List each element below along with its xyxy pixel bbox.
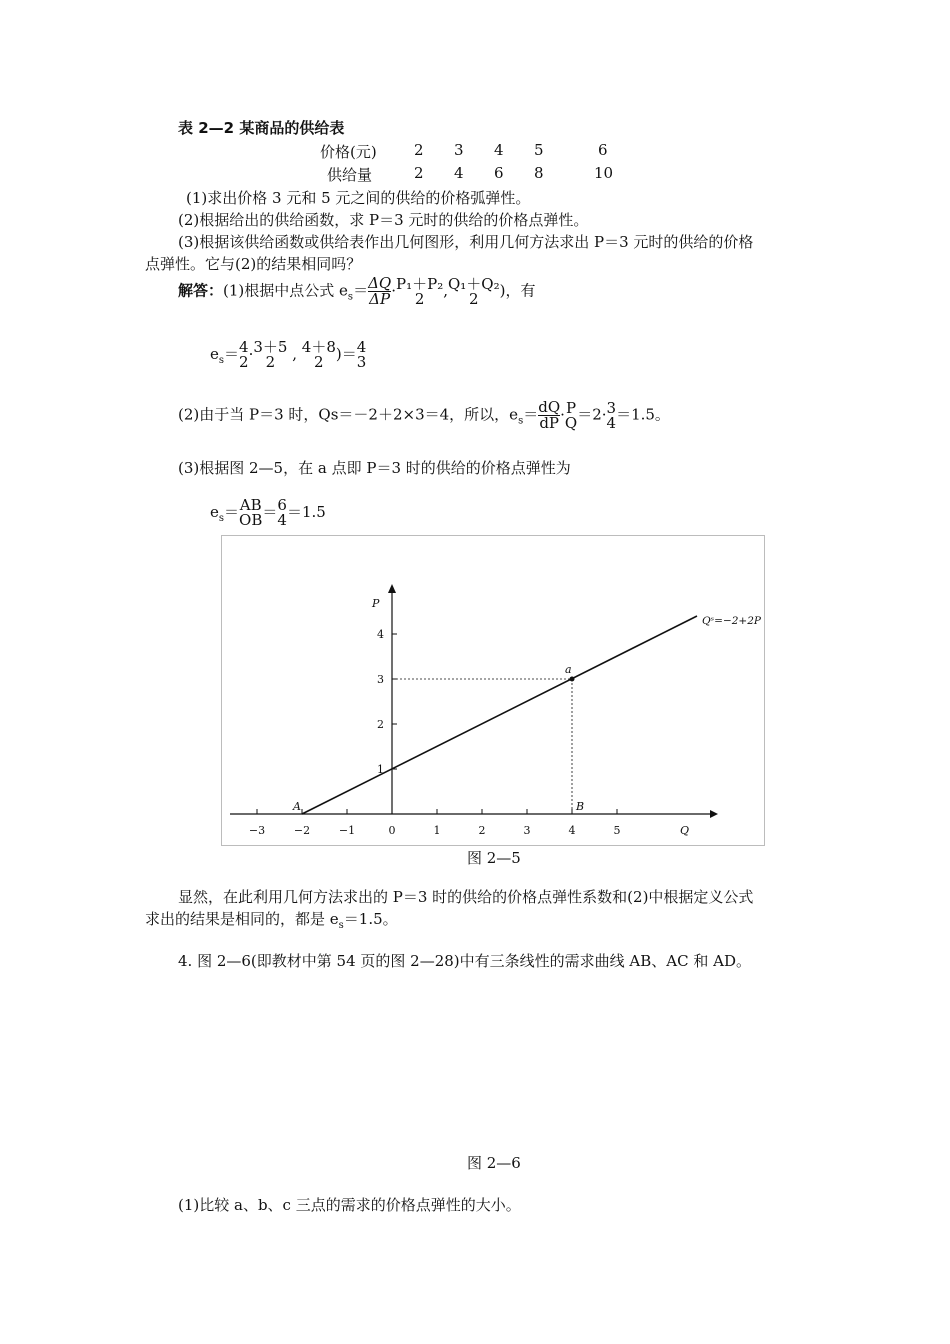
numerator: 4＋8 [301, 338, 336, 356]
x-tick-label: −2 [293, 824, 311, 837]
denominator: 2 [265, 353, 276, 371]
numerator: 4 [356, 338, 367, 356]
y-ticks [392, 634, 397, 769]
result: ＝1.5 [286, 503, 326, 521]
close-paren-equals: )＝ [335, 345, 357, 363]
formula-arc-elasticity: $e_s=$ 4 2 · 3＋5 2 , 4＋8 2 )＝ 4 3 [210, 338, 367, 371]
numerator: P₁＋P₂ [396, 274, 444, 293]
table-price-cell: 2 [414, 141, 424, 159]
numerator: ΔQ [368, 274, 392, 292]
answer-part2-text: (2)由于当 P＝3 时，Qs＝－2＋2×3＝4，所以， [178, 405, 510, 424]
curve-label: Qˢ=−2+2P [702, 615, 761, 627]
numerator: 6 [277, 496, 287, 514]
conclusion-end: ＝1.5。 [343, 910, 398, 928]
fraction-4-2 [239, 340, 249, 370]
fraction-4plus8 [302, 340, 336, 370]
conclusion-line1: 显然，在此利用几何方法求出的 P＝3 时的供给的价格点弹性系数和(2)中根据定义公式 [178, 888, 754, 906]
answer-label: 解答： [178, 281, 224, 300]
numerator: 3＋5 [253, 338, 288, 356]
y-axis-arrow [388, 584, 396, 593]
result: ＝1.5。 [616, 405, 670, 424]
answer-part1-intro: (1)根据中点公式 e [223, 281, 348, 300]
problem-4-question-1: (1)比较 a、b、c 三点的需求的价格点弹性的大小。 [178, 1196, 521, 1214]
denominator: 2 [469, 289, 479, 308]
x-tick-label: 2 [478, 824, 486, 837]
numerator: P [566, 398, 577, 417]
denominator: 2 [414, 289, 425, 308]
point-A-label: A [293, 800, 301, 813]
fraction-3-4 [606, 398, 617, 432]
point-a-label: a [565, 663, 572, 676]
y-tick-label: 3 [377, 673, 384, 686]
numerator: 4 [239, 338, 249, 356]
answer-part2: (2)由于当 P＝3 时，Qs＝－2＋2×3＝4，所以，$e_s=$ $\frac{dQ}{dP}$ · P Q ＝2· 3 4 ＝1.5。 [178, 398, 670, 432]
numerator: Q₁＋Q₂ [448, 274, 500, 293]
problem-4: 4. 图 2—6(即教材中第 54 页的图 2—28)中有三条线性的需求曲线 AB、AC 和 AD。 [178, 952, 751, 970]
fraction-p-sum [396, 274, 444, 308]
fraction-dq-dp [538, 400, 560, 431]
table-title: 表 2—2 某商品的供给表 [178, 119, 345, 137]
question-2: (2)根据给出的供给函数，求 P＝3 元时的供给的价格点弹性。 [178, 211, 589, 229]
denominator: 2 [239, 353, 249, 371]
question-3-line1: (3)根据该供给函数或供给表作出几何图形，利用几何方法求出 P＝3 元时的供给的价格 [178, 233, 754, 251]
fraction-q-sum [448, 274, 500, 308]
table-quantity-label: 供给量 [327, 166, 373, 184]
conclusion-line2 [145, 908, 398, 931]
table-quantity-cell: 10 [594, 164, 614, 182]
answer-part1: 解答：(1)根据中点公式 $e_s=$ $\frac{\Delta Q}{\Delta P}$ · P₁＋P₂ 2 , Q₁＋Q₂ 2 )，有 [178, 274, 536, 308]
x-tick-label: 3 [523, 824, 531, 837]
fraction-dq-dp [368, 276, 391, 307]
fraction-6-4 [277, 498, 287, 528]
es-symbol: e [210, 345, 219, 363]
y-tick-label: 4 [377, 628, 384, 641]
table-quantity-cell: 4 [454, 164, 464, 182]
denominator: 2 [314, 353, 324, 371]
numerator: AB [239, 496, 262, 514]
numerator: 3 [606, 398, 617, 417]
y-axis-label: P [372, 597, 380, 610]
x-axis-arrow [710, 810, 718, 818]
point-a-marker [570, 677, 575, 682]
fraction-p-q [564, 398, 578, 432]
denominator: Q [564, 413, 578, 432]
subscript-s: s [347, 291, 354, 303]
figure-2-caption: 图 2—6 [467, 1154, 521, 1172]
subscript-s: s [218, 513, 225, 524]
y-tick-label: 1 [377, 763, 384, 776]
point-B-label: B [576, 800, 585, 813]
table-price-cell: 6 [598, 141, 608, 159]
y-tick-label: 2 [377, 718, 384, 731]
answer-part3: (3)根据图 2—5，在 a 点即 P＝3 时的供给的价格点弹性为 [178, 459, 571, 477]
subscript-s: s [218, 355, 225, 366]
table-price-label: 价格(元) [320, 143, 377, 161]
formula-geometric: $e_s=$ AB OB ＝ 6 4 ＝1.5 [210, 496, 326, 529]
answer-part1-end: )，有 [499, 281, 536, 300]
table-price-cell: 3 [454, 141, 464, 159]
question-1: (1)求出价格 3 元和 5 元之间的供给的价格弧弹性。 [186, 189, 531, 207]
table-quantity-cell: 2 [414, 164, 424, 182]
denominator: 4 [606, 413, 617, 432]
table-quantity-cell: 8 [534, 164, 544, 182]
x-tick-label: −3 [248, 824, 266, 837]
x-tick-label: 5 [613, 824, 621, 837]
denominator: 3 [356, 353, 367, 371]
x-tick-label: 0 [388, 824, 396, 837]
denominator: ΔP [369, 290, 391, 308]
fraction-3plus5 [253, 340, 287, 370]
conclusion-text: 求出的结果是相同的，都是 e [145, 910, 339, 928]
figure-1-caption: 图 2—5 [467, 849, 521, 867]
denominator: dP [539, 414, 560, 432]
fraction-ab-ob [239, 498, 262, 528]
subscript-s: s [338, 920, 344, 931]
times-two: ＝2· [577, 405, 607, 424]
fraction-4-3 [357, 340, 367, 370]
table-price-cell: 5 [534, 141, 544, 159]
supply-curve [302, 616, 697, 814]
equals: ＝ [224, 345, 240, 363]
denominator: OB [239, 511, 263, 529]
denominator: 4 [277, 511, 287, 529]
figure-supply-curve [221, 535, 765, 846]
x-tick-label: 4 [568, 824, 576, 837]
x-axis-label: Q [680, 824, 690, 837]
x-tick-label: 1 [433, 824, 441, 837]
supply-curve-svg [222, 536, 764, 845]
subscript-s: s [518, 415, 524, 427]
x-tick-label: −1 [338, 824, 356, 837]
numerator: dQ [538, 398, 561, 416]
question-3-line2: 点弹性。它与(2)的结果相同吗？ [145, 255, 362, 273]
table-quantity-cell: 6 [494, 164, 504, 182]
table-price-cell: 4 [494, 141, 504, 159]
